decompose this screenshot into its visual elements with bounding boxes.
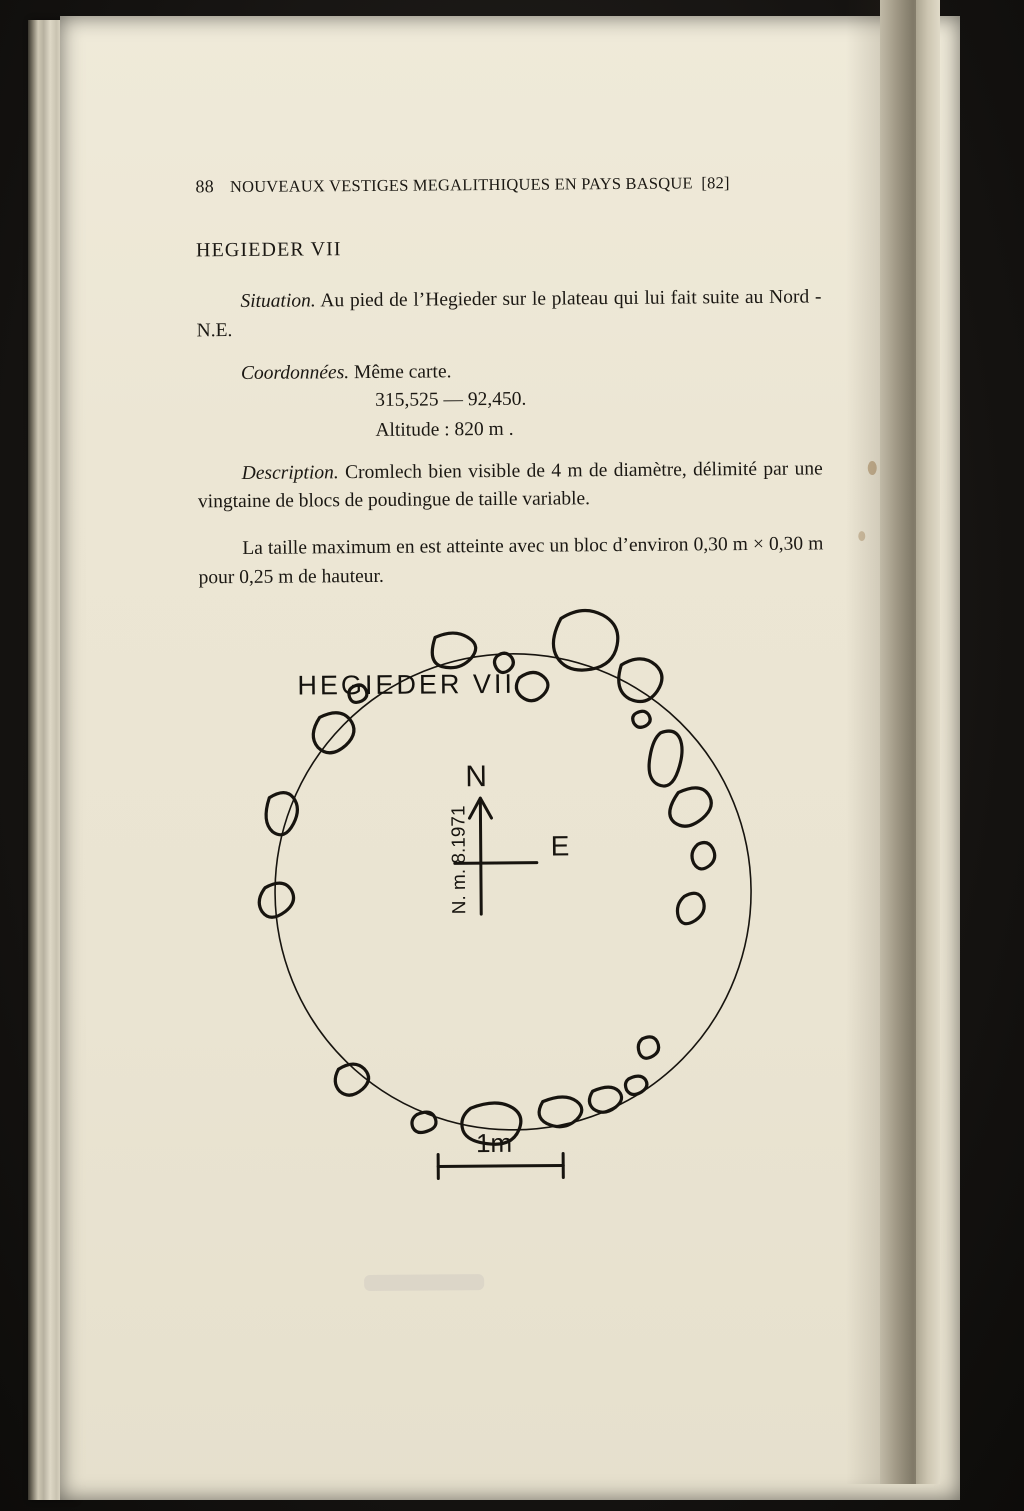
page-number: 88 [195, 176, 214, 197]
stone-block [432, 633, 476, 668]
stone-block [313, 713, 354, 753]
figure-caption: HEGIEDER VII [297, 668, 516, 701]
scale-label: 1m [475, 1127, 513, 1159]
paragraph-description [198, 455, 823, 517]
section-title: HEGIEDER VII [195, 238, 342, 262]
coordinates-grid: 315,525 — 92,450. [375, 389, 527, 412]
stone-block [619, 659, 663, 702]
running-head-title: NOUVEAUX VESTIGES MEGALITHIQUES EN PAYS BASQUE [229, 173, 693, 197]
stone-block [553, 610, 618, 670]
stone-block [625, 1076, 647, 1095]
paragraph-description-second: La taille maximum en est atteinte avec un bloc d’environ 0,30 m × 0,30 m pour 0,25 m de hauteur. [198, 533, 824, 589]
paragraph-text-coordonnees: Même carte. [349, 361, 452, 384]
cromlech-circle [273, 652, 753, 1132]
stone-block [539, 1097, 582, 1127]
stone-block [638, 1037, 659, 1058]
paragraph-lead-description: Description. [241, 462, 339, 484]
stone-block [412, 1112, 436, 1133]
stone-block [670, 788, 712, 827]
stone-block [266, 793, 298, 835]
declination-label: N. m. 8.1971 [448, 805, 471, 915]
paragraph-lead-situation: Situation. [240, 290, 316, 312]
stone-block [649, 731, 683, 786]
paper-speckle [868, 461, 877, 475]
stone-block [692, 842, 715, 869]
paper-speckle [858, 531, 865, 541]
paragraph-text-situation: Au pied de l’Hegieder sur le plateau qui lui fait suite au Nord - N.E. [196, 286, 822, 341]
book-gutter [880, 0, 940, 1484]
east-label: E [550, 830, 570, 862]
coordinates-altitude: Altitude : 820 m . [375, 418, 514, 441]
paragraph-coordonnees [197, 359, 822, 386]
paragraph-situation [196, 283, 821, 345]
stone-block [335, 1064, 369, 1095]
running-head [195, 171, 820, 197]
text-column [195, 171, 823, 610]
stone-block [677, 893, 704, 924]
north-label: N [465, 760, 488, 794]
stone-block [633, 711, 651, 727]
running-head-bracket: [82] [701, 173, 730, 193]
book-page [60, 16, 960, 1500]
stone-block [589, 1087, 621, 1112]
paragraph-lead-coordonnees: Coordonnées. [240, 362, 350, 385]
stone-block [516, 672, 548, 701]
paragraph-text-description: Cromlech bien visible de 4 m de diamètre, délimité par une vingtaine de blocs de poudingue de taille variable. [197, 458, 823, 513]
